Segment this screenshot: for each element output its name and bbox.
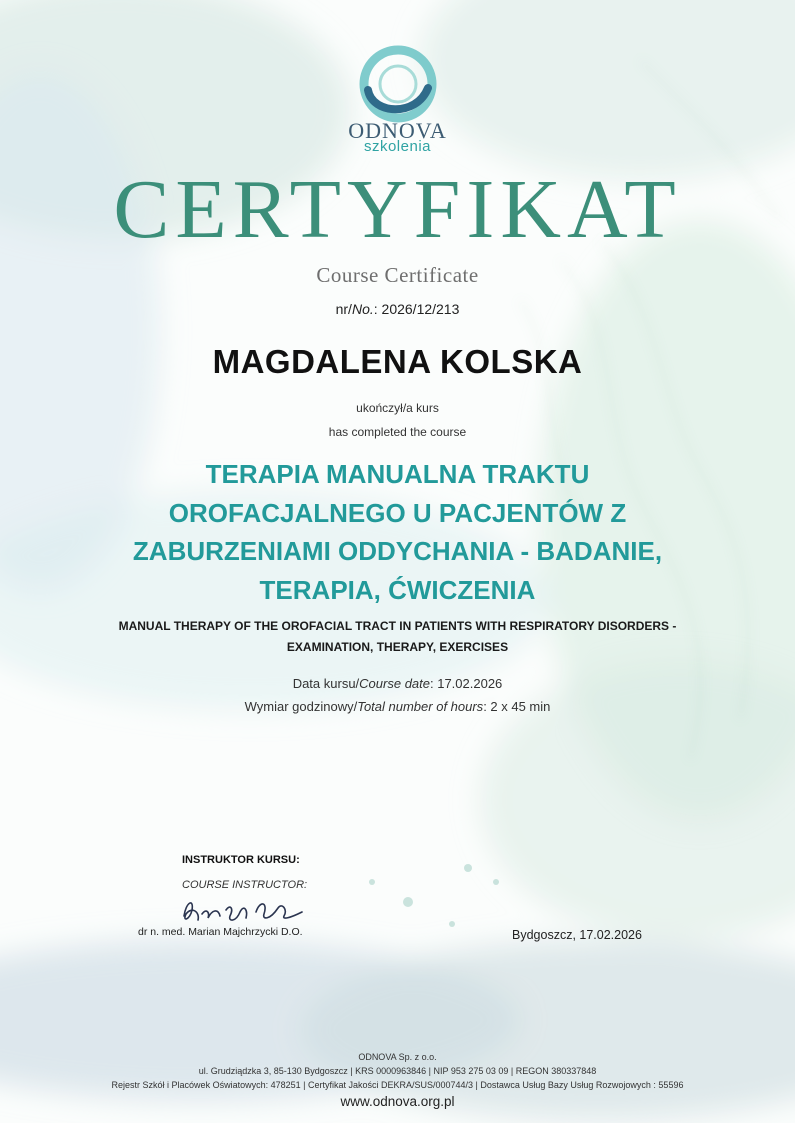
course-date	[0, 676, 795, 691]
completed-text-pl: ukończył/a kurs	[356, 401, 439, 415]
hours-label-en: Total number of hours	[357, 699, 484, 714]
course-title-en	[0, 616, 795, 658]
instructor-label-en: COURSE INSTRUCTOR:	[182, 879, 308, 891]
brand-subtitle: szkolenia	[363, 138, 432, 155]
certificate-number	[0, 301, 795, 317]
course-title-pl-line: ZABURZENIAMI ODDYCHANIA - BADANIE,	[132, 536, 663, 566]
course-hours	[0, 699, 795, 714]
footer-registry: Rejestr Szkół i Placówek Oświatowych: 478251 | Certyfikat Jakości DEKRA/SUS/000744/3 | Dostawca Usług Bazy Usług Rozwojowych : 55596	[111, 1080, 684, 1090]
certificate-title: CERTYFIKAT	[113, 163, 682, 256]
instructor-signature	[178, 890, 318, 930]
course-title-pl-line: TERAPIA, ĆWICZENIA	[259, 574, 536, 605]
course-title-pl-line: TERAPIA MANUALNA TRAKTU	[205, 459, 590, 489]
completed-text-en: has completed the course	[328, 425, 467, 439]
hours-value: : 2 x 45 min	[483, 699, 551, 714]
course-title-en-line: MANUAL THERAPY OF THE OROFACIAL TRACT IN PATIENTS WITH RESPIRATORY DISORDERS -	[118, 619, 677, 633]
brand-name: ODNOVA	[348, 118, 447, 143]
instructor-label-pl: INSTRUKTOR KURSU:	[182, 854, 300, 866]
date-value: : 17.02.2026	[430, 676, 503, 691]
number-label-pl: nr/	[335, 301, 352, 317]
date-label-en: Course date	[359, 676, 430, 691]
number-label-en: No.	[351, 301, 374, 317]
hours-label-pl: Wymiar godzinowy/	[244, 699, 358, 714]
certificate-subtitle: Course Certificate	[316, 263, 479, 287]
footer-website-link[interactable]: www.odnova.org.pl	[340, 1094, 455, 1109]
place-and-date: Bydgoszcz, 17.02.2026	[512, 928, 642, 942]
footer-company: ODNOVA Sp. z o.o.	[358, 1052, 437, 1062]
date-label-pl: Data kursu/	[292, 676, 360, 691]
number-value: : 2026/12/213	[373, 301, 460, 317]
footer-address: ul. Grudziądzka 3, 85-130 Bydgoszcz | KRS 0000963846 | NIP 953 275 03 09 | REGON 380337848	[198, 1066, 597, 1076]
course-title-pl-line: OROFACJALNEGO U PACJENTÓW Z	[168, 497, 627, 528]
course-title-en-line: EXAMINATION, THERAPY, EXERCISES	[286, 640, 509, 654]
instructor-name: dr n. med. Marian Majchrzycki D.O.	[138, 926, 303, 938]
course-title-pl	[0, 455, 795, 609]
participant-name: MAGDALENA KOLSKA	[212, 343, 583, 380]
odnova-logo-icon	[358, 44, 438, 124]
